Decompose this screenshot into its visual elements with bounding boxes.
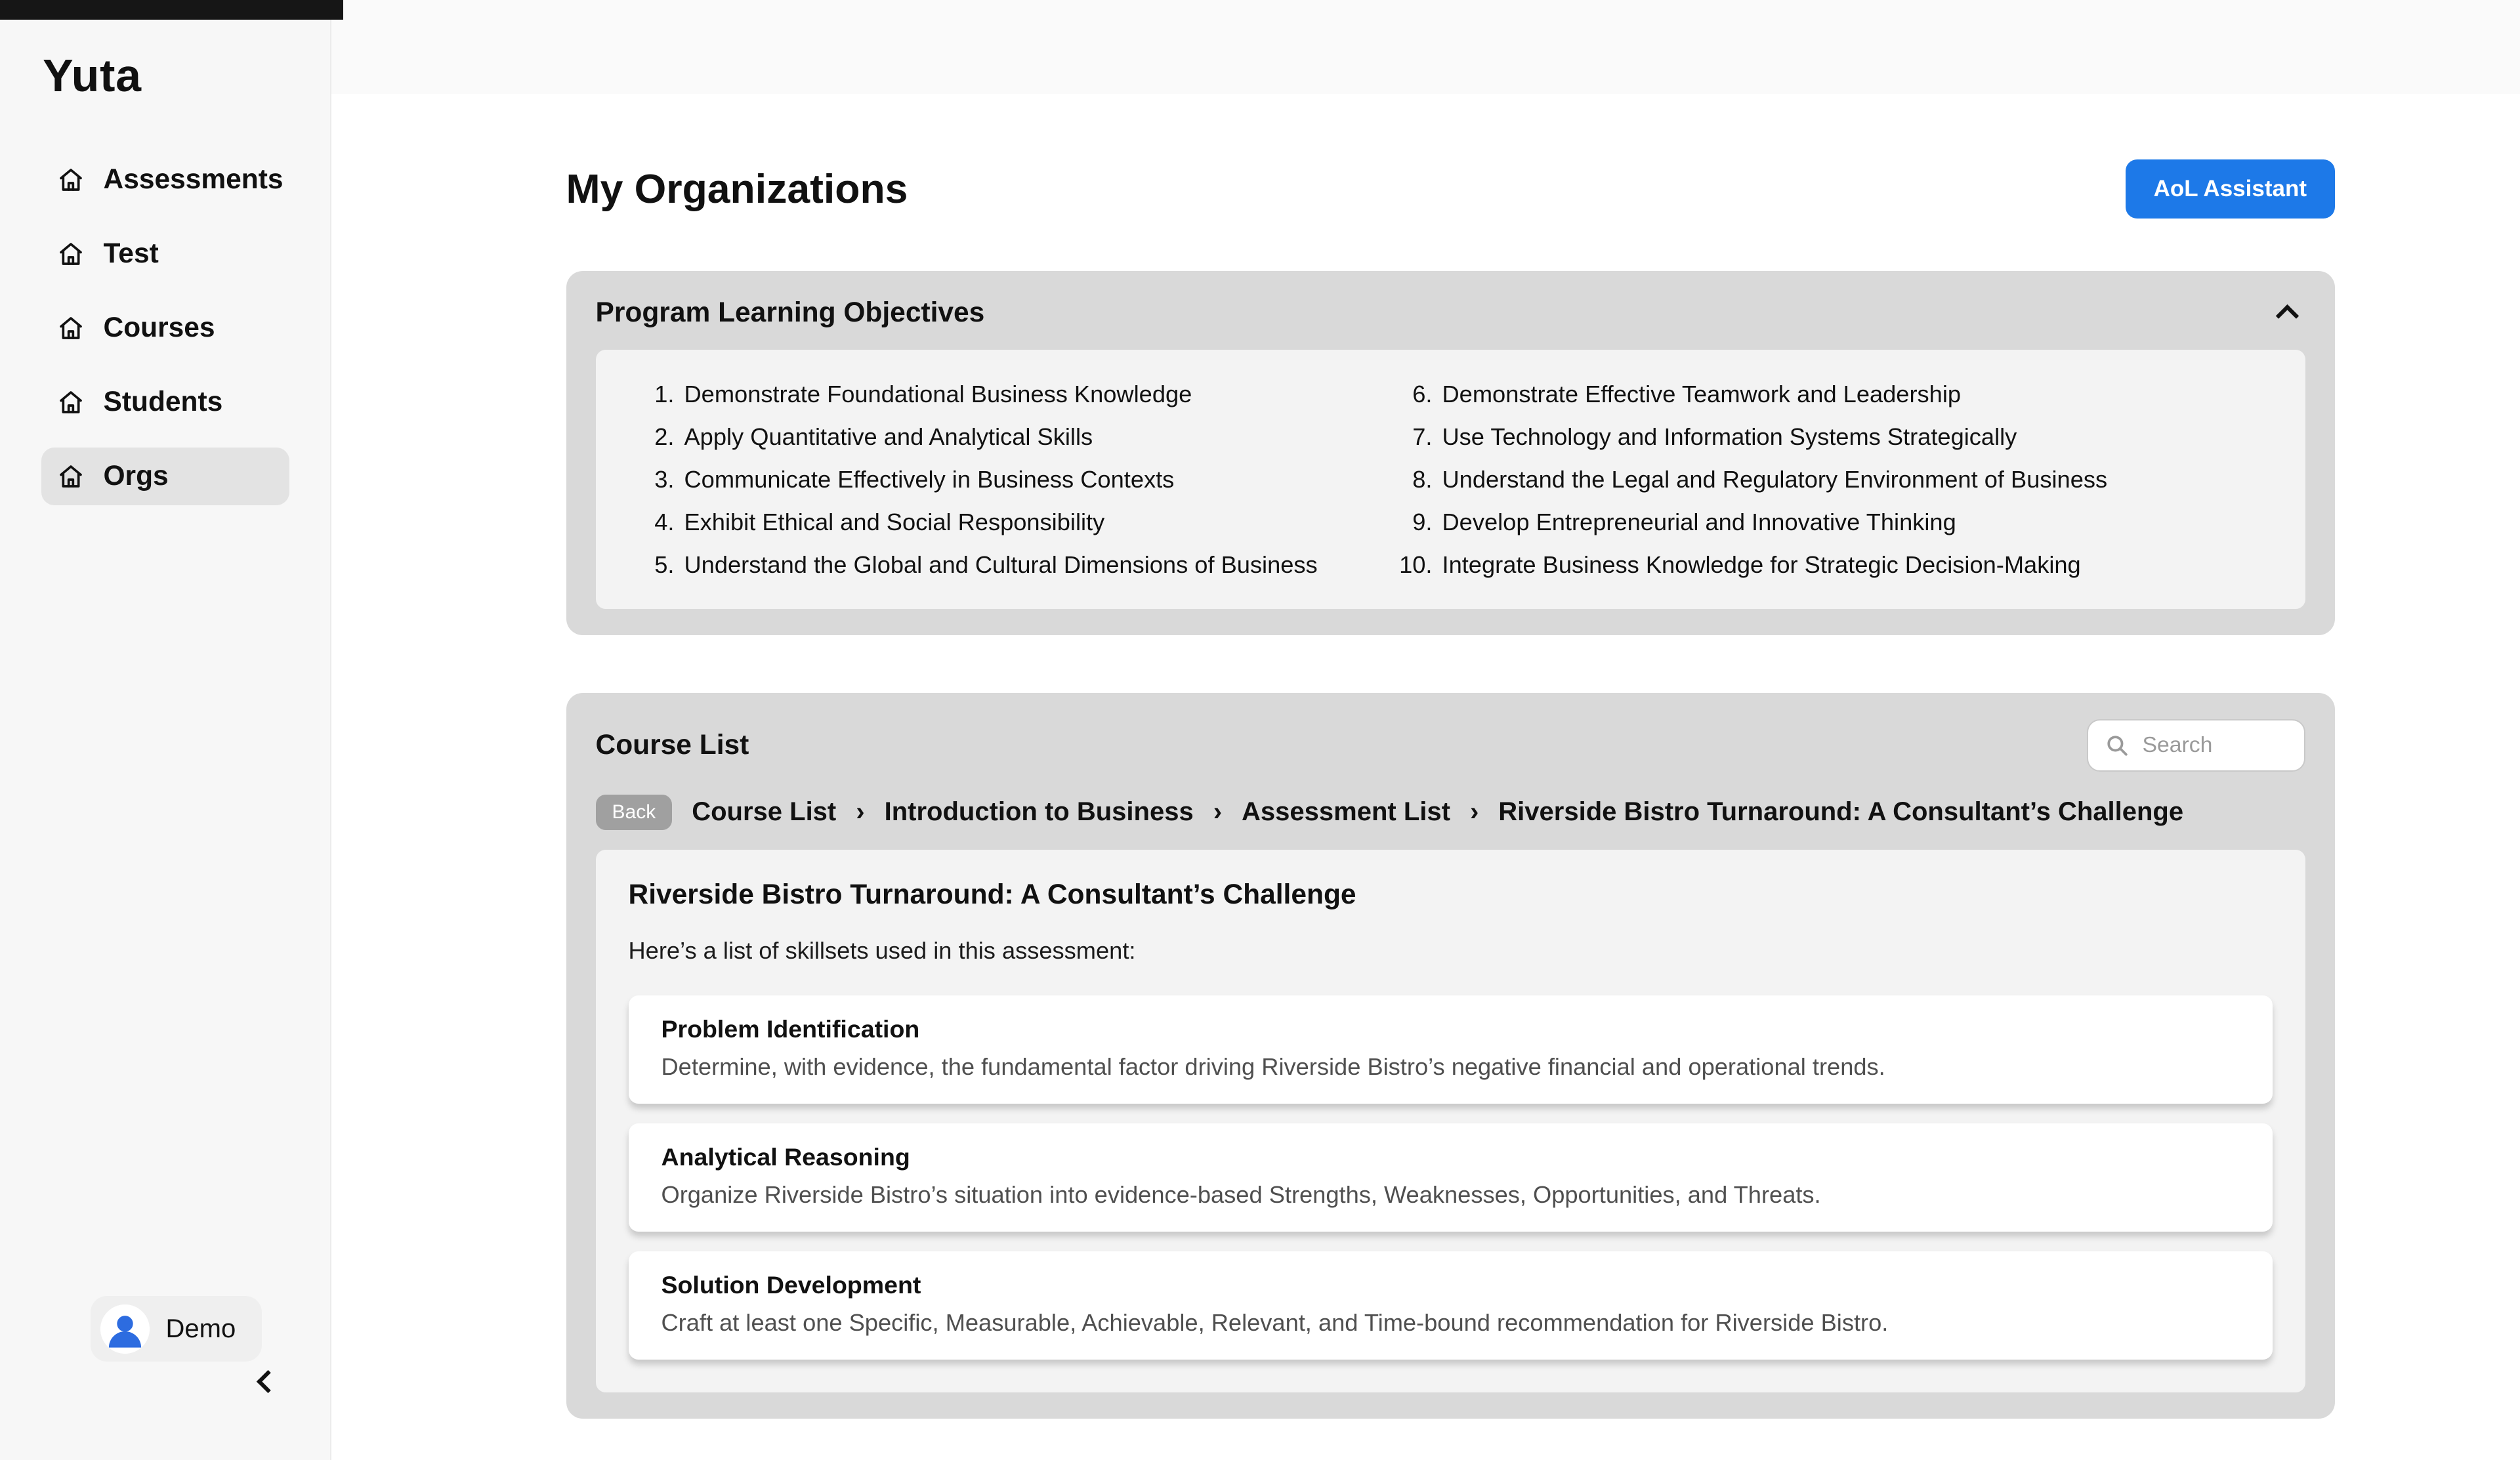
skillset-name: Problem Identification: [661, 1015, 920, 1043]
plo-item-number: 7.: [1412, 423, 1433, 450]
plo-card-header: [596, 297, 2305, 329]
sidebar-item-orgs[interactable]: [41, 448, 289, 505]
skillset-card-problem-identification: [629, 995, 2273, 1104]
plo-item: [1387, 415, 2108, 458]
chevron-right-icon: ›: [1469, 797, 1479, 826]
plo-list-panel: [596, 350, 2305, 609]
chevron-up-icon[interactable]: [2275, 304, 2298, 327]
window-top-strip: [0, 0, 343, 20]
chevron-right-icon: ›: [856, 797, 865, 826]
plo-column-right: [1387, 373, 2108, 586]
back-button[interactable]: Back: [596, 795, 673, 830]
plo-item-number: 2.: [654, 423, 675, 450]
sidebar-item-label: Assessments: [103, 164, 284, 195]
sidebar-item-test[interactable]: [41, 225, 289, 283]
skillset-description: Determine, with evidence, the fundamental factor driving Riverside Bistro’s negative financial and operational trends.: [661, 1053, 1885, 1080]
plo-card: [566, 271, 2335, 636]
plo-item: [629, 373, 1387, 415]
plo-column-left: [629, 373, 1387, 586]
top-bar: [331, 0, 2520, 94]
assessment-intro: Here’s a list of skillsets used in this assessment:: [628, 936, 1136, 964]
plo-card-title: Program Learning Objectives: [595, 297, 985, 328]
course-list-header: [596, 719, 2305, 772]
assessment-title: Riverside Bistro Turnaround: A Consultant’s Challenge: [628, 879, 1356, 910]
plo-item: [1387, 373, 2108, 415]
sidebar-item-label: Courses: [103, 312, 215, 343]
home-icon: [58, 315, 84, 341]
plo-item-text: Understand the Global and Cultural Dimensions of Business: [684, 551, 1318, 578]
chevron-right-icon: ›: [1213, 797, 1223, 826]
plo-item-number: 10.: [1399, 551, 1433, 578]
user-menu[interactable]: [91, 1296, 262, 1362]
skillset-name: Solution Development: [661, 1271, 921, 1299]
skillset-description: Craft at least one Specific, Measurable, Achievable, Relevant, and Time-bound recommendation for Riverside Bistro.: [661, 1309, 1889, 1336]
breadcrumb-item-assessment-list[interactable]: Assessment List: [1242, 797, 1450, 826]
plo-item-number: 9.: [1412, 509, 1433, 535]
user-avatar-icon: [100, 1304, 150, 1354]
course-list-title: Course List: [595, 729, 749, 761]
plo-item-number: 6.: [1412, 381, 1433, 407]
search-input[interactable]: [2143, 732, 2288, 758]
app-logo: Yuta: [43, 50, 142, 101]
home-icon: [58, 463, 84, 490]
plo-item-text: Understand the Legal and Regulatory Environment of Business: [1442, 466, 2108, 493]
home-icon: [58, 167, 84, 193]
plo-item: [629, 458, 1387, 501]
plo-item-text: Apply Quantitative and Analytical Skills: [684, 423, 1093, 450]
plo-item-text: Integrate Business Knowledge for Strategic Decision-Making: [1442, 551, 2081, 578]
plo-item: [1387, 458, 2108, 501]
plo-item-text: Demonstrate Foundational Business Knowledge: [684, 381, 1192, 407]
home-icon: [58, 389, 84, 415]
plo-item: [1387, 543, 2108, 586]
content: [331, 159, 2520, 1419]
plo-item-number: 4.: [654, 509, 675, 535]
search-box[interactable]: [2087, 719, 2305, 772]
sidebar: [0, 0, 331, 1460]
sidebar-item-label: Students: [103, 386, 223, 417]
plo-item-number: 5.: [654, 551, 675, 578]
course-list-card: [566, 693, 2335, 1419]
page-header: [566, 159, 2335, 219]
breadcrumb: [596, 795, 2305, 830]
user-name: Demo: [165, 1314, 236, 1343]
home-icon: [58, 241, 84, 267]
plo-item-number: 3.: [654, 466, 675, 493]
plo-item-text: Demonstrate Effective Teamwork and Leadership: [1442, 381, 1962, 407]
plo-item-text: Develop Entrepreneurial and Innovative Thinking: [1442, 509, 1956, 535]
skillset-card-solution-development: [629, 1251, 2273, 1360]
breadcrumb-item-current-assessment: Riverside Bistro Turnaround: A Consultant’s Challenge: [1498, 797, 2184, 826]
search-icon: [2105, 733, 2130, 758]
plo-item-number: 1.: [654, 381, 675, 407]
assessment-panel: [596, 850, 2305, 1393]
sidebar-item-assessments[interactable]: [41, 151, 289, 209]
breadcrumb-item-intro-to-business[interactable]: Introduction to Business: [884, 797, 1194, 826]
sidebar-collapse-button[interactable]: [251, 1365, 284, 1398]
sidebar-item-students[interactable]: [41, 373, 289, 431]
skillset-name: Analytical Reasoning: [661, 1143, 910, 1171]
aol-assistant-button[interactable]: AoL Assistant: [2126, 159, 2334, 219]
plo-item: [629, 543, 1387, 586]
sidebar-nav: [0, 141, 330, 515]
main-area: [331, 0, 2520, 1460]
skillset-card-analytical-reasoning: [629, 1123, 2273, 1232]
sidebar-item-courses[interactable]: [41, 299, 289, 357]
plo-item-text: Communicate Effectively in Business Contexts: [684, 466, 1175, 493]
plo-item-number: 8.: [1412, 466, 1433, 493]
sidebar-item-label: Orgs: [103, 461, 169, 491]
chevron-left-icon: [256, 1369, 279, 1392]
page-title: My Organizations: [566, 165, 908, 212]
skillset-description: Organize Riverside Bistro’s situation into evidence-based Strengths, Weaknesses, Opportunities, and Threats.: [661, 1181, 1821, 1208]
breadcrumb-item-course-list[interactable]: Course List: [692, 797, 837, 826]
plo-item: [1387, 501, 2108, 543]
plo-item-text: Use Technology and Information Systems Strategically: [1442, 423, 2017, 450]
plo-item-text: Exhibit Ethical and Social Responsibility: [684, 509, 1105, 535]
plo-item: [629, 501, 1387, 543]
sidebar-item-label: Test: [103, 238, 159, 269]
plo-item: [629, 415, 1387, 458]
